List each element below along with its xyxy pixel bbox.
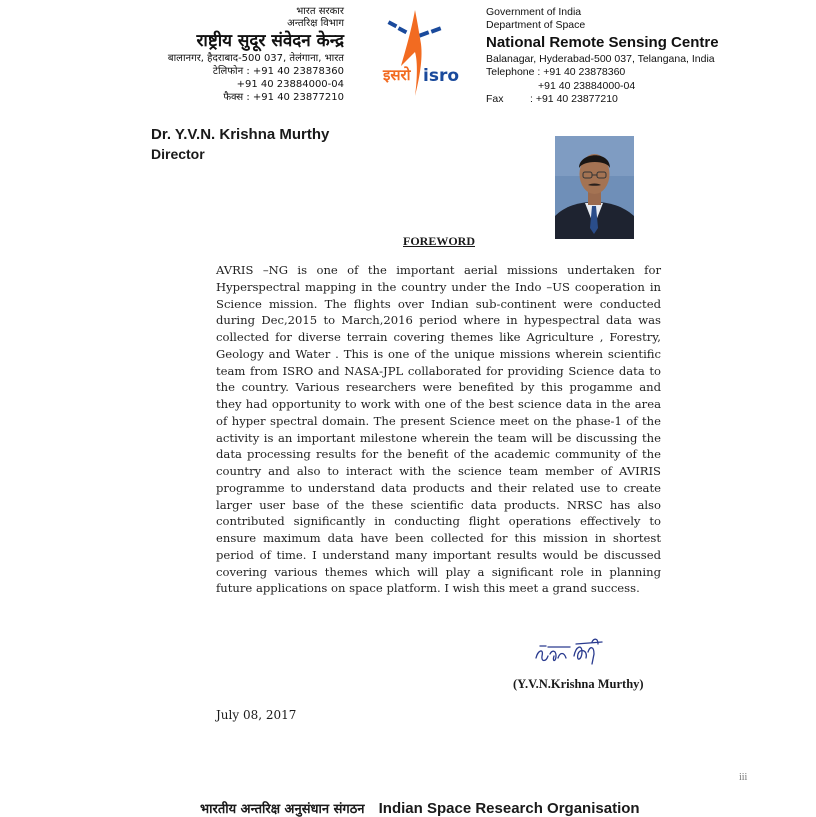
eng-phone2: +91 40 23884000-04 [538, 79, 636, 92]
portrait-photo [555, 136, 634, 239]
logo-hindi-text: इसरो [383, 66, 411, 84]
hindi-phone2: +91 40 23884000-04 [236, 79, 344, 90]
handwritten-signature [532, 632, 612, 674]
eng-fax-row [486, 93, 719, 107]
foreword-body: AVRIS –NG is one of the important aerial missions undertaken for Hyperspectral mapping in the country under the Indo –US cooperation in Science mission. The flights over Indian sub-continent were conducted during Dec,2015 to March,2016 period where in hypespectral data was collected for diverse terrain covering themes like Agriculture , Forestry, Geology and Water . This is one of the unique missions wherein scientific team from ISRO and NASA-JPL collaborated for providing Science data to the country. Various researchers were benefited by this progamme and they had opportunity to work with one of the best science data in the area of hyper spectral domain. The present Science meet on the phase-1 of the activity is an important milestone wherein the team will be discussing the data processing results for the benefit of the academic community of the country and also to interact with the science team member of AVIRIS programme to understand data products and their related use to create larger user base of the these scientific data products. NRSC has also contributed significantly in conducting flight operations effectively to ensure maximum data have been collected for this mission in shortest period of time. I understand many important results would be discussed covering various themes which will play a significant role in planning future applications on space platform. I wish this meet a grand success. [216, 263, 661, 596]
eng-phone-row [486, 66, 719, 80]
eng-address: Balanagar, Hyderabad-500 037, Telangana, India [486, 53, 715, 65]
eng-phone-label: Telephone [486, 66, 535, 78]
page-number: iii [739, 772, 748, 783]
footer [200, 799, 640, 817]
hindi-centre: राष्ट्रीय सुदूर संवेदन केन्द्र [196, 31, 344, 51]
foreword-heading: FOREWORD [403, 234, 475, 248]
eng-dept: Department of Space [486, 19, 586, 31]
sender-name: Dr. Y.V.N. Krishna Murthy [151, 126, 330, 143]
letterhead-hindi [168, 6, 344, 104]
footer-hindi: भारतीय अन्तरिक्ष अनुसंधान संगठन [200, 802, 365, 817]
hindi-dept: अन्तरिक्ष विभाग [287, 18, 344, 29]
eng-centre: National Remote Sensing Centre [486, 34, 719, 51]
sender-title: Director [151, 146, 205, 162]
letterhead-english [486, 6, 719, 107]
eng-govt: Government of India [486, 6, 582, 18]
isro-logo-icon [355, 4, 470, 100]
logo-english-text: isro [423, 66, 460, 86]
hindi-address: बालानगर, हैदराबाद-500 037, तेलंगाना, भारत [167, 53, 344, 64]
hindi-phone1: टेलिफोन : +91 40 23878360 [212, 66, 344, 77]
footer-english: Indian Space Research Organisation [378, 800, 640, 817]
eng-fax: : +91 40 23877210 [530, 93, 618, 105]
hindi-govt: भारत सरकार [296, 6, 344, 17]
eng-fax-label: Fax [486, 93, 504, 105]
signatory-name: (Y.V.N.Krishna Murthy) [513, 677, 644, 691]
hindi-fax: फैक्स : +91 40 23877210 [223, 92, 344, 103]
letter-date: July 08, 2017 [216, 708, 297, 722]
eng-phone1: : +91 40 23878360 [537, 66, 626, 78]
